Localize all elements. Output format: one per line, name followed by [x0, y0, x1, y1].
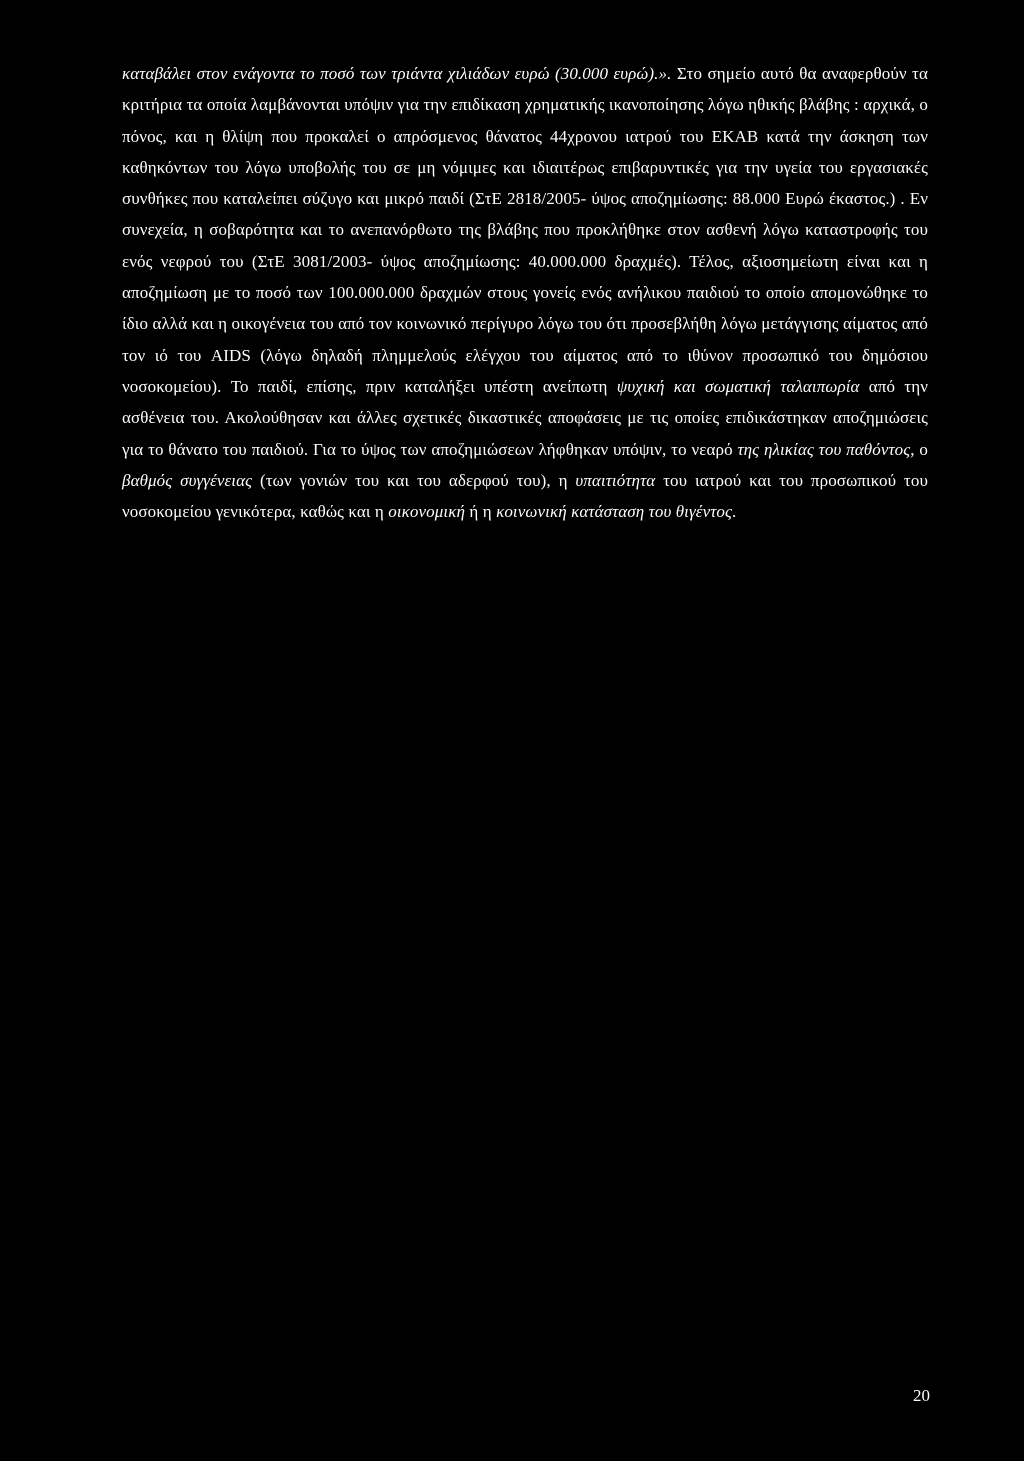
text-segment: ψυχική και σωματική ταλαιπωρία	[616, 376, 860, 396]
page-number: 20	[913, 1386, 930, 1405]
text-segment: του ιατρού και του προσωπικού του νοσοκομείου γενικότερα, καθώς και η	[122, 470, 928, 522]
text-segment: , ο	[910, 439, 928, 459]
text-segment: βαθμός συγγένειας	[122, 470, 253, 490]
text-segment: από την ασθένεια του. Ακολούθησαν και άλλες σχετικές δικαστικές αποφάσεις με τις οποίες επιδικάστηκαν αποζημιώσεις για το θάνατο του παιδιού. Για το ύψος των αποζημιώσεων λήφθηκαν υπόψιν, το νεαρό	[122, 376, 928, 459]
text-segment: (των γονιών του και του αδερφού του), η	[252, 470, 576, 490]
text-segment: της ηλικίας του παθόντος	[737, 439, 911, 459]
text-segment: οικονομική	[388, 502, 466, 522]
text-segment: κοινωνική κατάσταση του θιγέντος	[496, 502, 732, 522]
text-segment: ή η	[465, 502, 497, 522]
text-segment: καταβάλει στον ενάγοντα το ποσό των τριάντα χιλιάδων ευρώ (30.000 ευρώ).».	[122, 64, 672, 83]
text-segment: υπαιτιότητα	[575, 470, 656, 490]
text-segment: Στο σημείο αυτό θα αναφερθούν τα κριτήρια τα οποία λαμβάνονται υπόψιν για την επιδίκαση χρηματικής ικανοποίησης λόγω ηθικής βλάβης : αρχικά, ο πόνος, και η θλίψη που προκαλεί ο απρόσμενος θάνατος 44χρονου ιατρού του ΕΚΑΒ κατά την άσκηση των καθηκόντων του λόγω υποβολής του σε μη νόμιμες και ιδιαιτέρως επιβαρυντικές για την υγεία του εργασιακές συνθήκες που καταλείπει σύζυγο και μικρό παιδί (ΣτΕ 2818/2005- ύψος αποζημίωσης: 88.000 Ευρώ έκαστος.) . Εν συνεχεία, η σοβαρότητα και το ανεπανόρθωτο της βλάβης που προκλήθηκε στον ασθενή λόγω καταστροφής του ενός νεφρού του (ΣτΕ 3081/2003- ύψος αποζημίωσης: 40.000.000 δραχμές). Τέλος, αξιοσημείωτη είναι και η αποζημίωση με το ποσό των 100.000.000 δραχμών στους γονείς ενός ανήλικου παιδιού το οποίο απομονώθηκε το ίδιο αλλά και η οικογένεια του από τον κοινωνικό περίγυρο λόγω του ότι προσεβλήθη λόγω μετάγγισης αίματος από τον ιό του AIDS (λόγω δηλαδή πλημμελούς ελέγχου του αίματος από το ιθύνον προσωπικό του δημόσιου νοσοκομείου). Το παιδί, επίσης, πριν καταλήξει υπέστη ανείπωτη	[122, 64, 928, 396]
body-paragraph	[122, 58, 928, 527]
text-segment: .	[732, 502, 737, 522]
